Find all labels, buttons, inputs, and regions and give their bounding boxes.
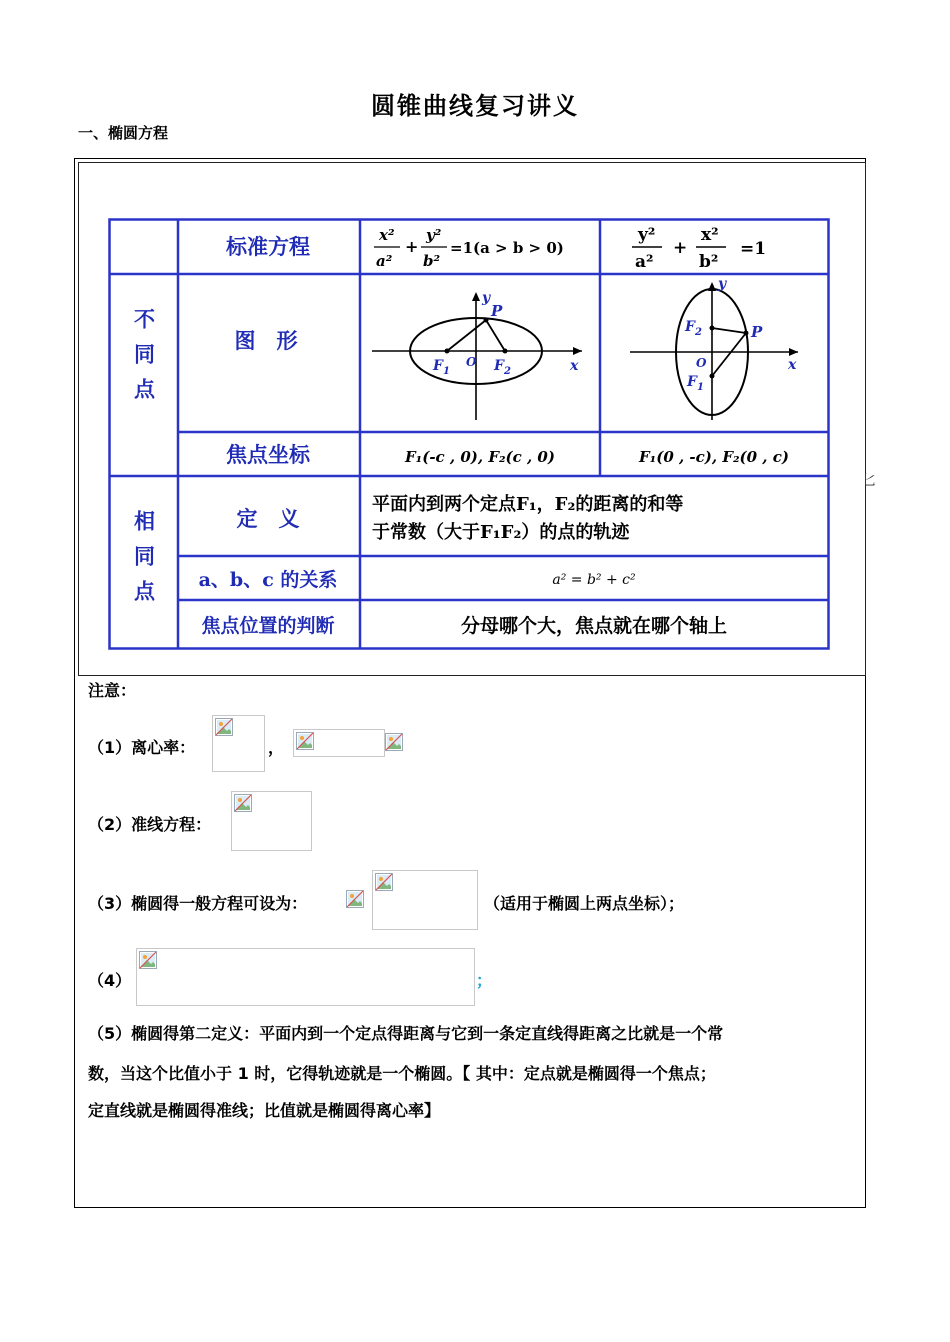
svg-text:O: O [466, 355, 477, 369]
judge-value: 分母哪个大，焦点就在哪个轴上 [460, 615, 728, 637]
focus-coords-vertical: F₁(0 , -c), F₂(0 , c) [639, 448, 789, 466]
broken-image-icon [296, 732, 314, 750]
eccentricity-formula-image [212, 715, 265, 772]
std-eq-header: 标准方程 [226, 234, 310, 259]
equation-horizontal [374, 226, 564, 270]
page-title: 圆锥曲线复习讲义 [371, 91, 579, 120]
section-heading: 一、椭圆方程 [78, 124, 169, 142]
group-same: 相同点 [131, 510, 157, 615]
svg-text:+: + [405, 237, 419, 256]
general-equation-image [372, 870, 478, 930]
svg-text:y: y [718, 276, 727, 292]
horizontal-ellipse-figure [372, 290, 582, 420]
svg-text:P: P [491, 302, 503, 320]
note-1-comma: ， [268, 738, 285, 757]
svg-text:+: + [673, 238, 688, 258]
note-5-line-3: 定直线就是椭圆得准线；比值就是椭圆得离心率】 [88, 1101, 441, 1120]
vertical-ellipse-figure [630, 276, 798, 420]
svg-text:F2: $F_2$ [685, 319, 702, 338]
svg-text:x²: x² [701, 225, 719, 245]
directrix-equation-image [231, 791, 312, 851]
svg-text:F2: $F_2$ [494, 358, 511, 377]
svg-text:y: y [482, 290, 491, 306]
broken-image-icon [139, 951, 157, 969]
note-4-label: （4） [88, 971, 132, 990]
svg-text:F1: $F_1$ [687, 374, 704, 393]
row-graph-label: 图 形 [234, 328, 298, 353]
note-4-formula-image [136, 948, 475, 1006]
broken-image-icon [215, 718, 233, 736]
eccentricity-relation-image [293, 729, 385, 757]
note-4-semicolon: ； [476, 971, 493, 990]
svg-text:F1: $F_1$ [433, 358, 450, 377]
row-judge-label: 焦点位置的判断 [201, 615, 335, 637]
svg-text:y²: y² [426, 226, 442, 244]
note-5-line-2: 数，当这个比值小于 1 时，它得轨迹就是一个椭圆。【 其中：定点就是椭圆得一个焦点； [88, 1064, 716, 1083]
abc-relation-value: a² = b² + c² [552, 572, 636, 588]
svg-text:x²: x² [379, 226, 395, 244]
broken-image-icon [346, 890, 364, 908]
eq2-tail: =1 [740, 239, 767, 259]
equation-vertical [632, 225, 766, 272]
svg-text:x: x [570, 358, 579, 374]
note-5-line-1: （5）椭圆得第二定义：平面内到一个定点得距离与它到一条定直线得距离之比就是一个常 [88, 1024, 724, 1043]
side-mark: 匕 [862, 473, 876, 489]
svg-text:x: x [788, 357, 797, 373]
row-abc-label: a、b、c 的关系 [198, 569, 338, 591]
group-different: 不同点 [131, 308, 157, 413]
svg-text:O: O [696, 356, 707, 370]
note-1-label: （1）离心率： [88, 738, 196, 757]
row-focus-label: 焦点坐标 [226, 442, 310, 467]
svg-text:P: P [751, 323, 763, 341]
row-definition-label: 定 义 [236, 506, 300, 531]
notes-heading: 注意： [88, 681, 137, 700]
broken-image-icon [234, 794, 252, 812]
svg-text:y²: y² [638, 225, 656, 245]
svg-text:a²: a² [635, 252, 654, 272]
ellipse-table [108, 218, 830, 650]
definition-line2: 于常数（大于F₁F₂）的点的轨迹 [372, 522, 630, 543]
svg-text:a²: a² [376, 252, 393, 270]
broken-image-icon [385, 733, 403, 751]
broken-image-icon [375, 873, 393, 891]
svg-text:b²: b² [699, 252, 719, 272]
note-3-tail: （适用于椭圆上两点坐标）； [484, 894, 685, 913]
note-3-label: （3）椭圆得一般方程可设为： [88, 894, 308, 913]
svg-text:b²: b² [423, 252, 441, 270]
focus-coords-horizontal: F₁(-c , 0), F₂(c , 0) [405, 448, 555, 466]
eq1-tail: =1(a > b > 0) [450, 239, 564, 257]
note-2-label: （2）准线方程： [88, 815, 212, 834]
definition-line1: 平面内到两个定点F₁，F₂的距离的和等 [372, 494, 684, 515]
